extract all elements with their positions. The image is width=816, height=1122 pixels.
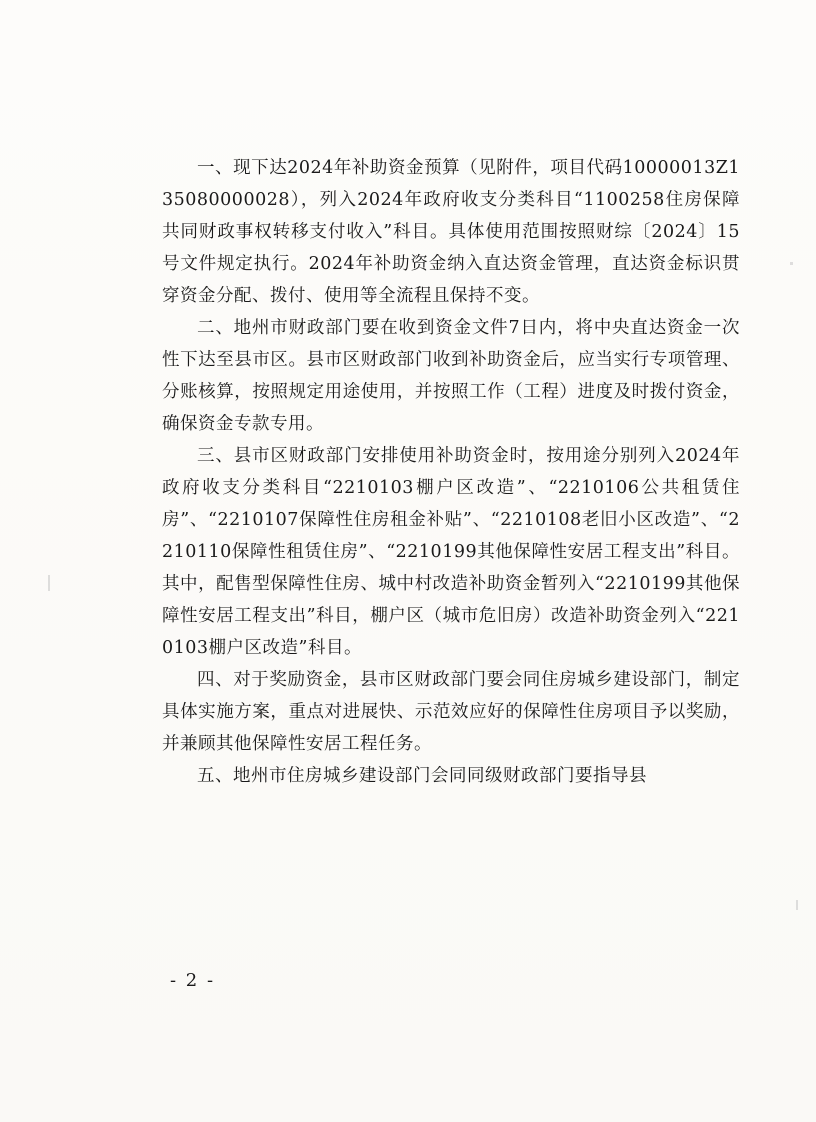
- scan-artifact: [48, 575, 50, 591]
- scan-artifact: [790, 262, 793, 265]
- scan-artifact: [796, 900, 798, 910]
- paragraph-2: 二、地州市财政部门要在收到资金文件7日内，将中央直达资金一次性下达至县市区。县市区财政部门收到补助资金后，应当实行专项管理、分账核算，按照规定用途使用，并按照工作（工程）进度及时拨付资金，确保资金专款专用。: [162, 318, 740, 434]
- paragraph-1: 一、现下达2024年补助资金预算（见附件，项目代码10000013Z135080000028），列入2024年政府收支分类科目“1100258住房保障共同财政事权转移支付收入”科目。具体使用范围按照财综〔2024〕15号文件规定执行。2024年补助资金纳入直达资金管理，直达资金标识贯穿资金分配、拨付、使用等全流程且保持不变。: [162, 158, 740, 306]
- paragraph-3: 三、县市区财政部门安排使用补助资金时，按用途分别列入2024年政府收支分类科目“2210103棚户区改造”、“2210106公共租赁住房”、“2210107保障性住房租金补贴”、“2210108老旧小区改造”、“2210110保障性租赁住房”、“2210199其他保障性安居工程支出”科目。其中，配售型保障性住房、城中村改造补助资金暂列入“2210199其他保障性安居工程支出”科目，棚户区（城市危旧房）改造补助资金列入“2210103棚户区改造”科目。: [162, 446, 740, 658]
- document-body: [162, 152, 740, 792]
- paragraph-4: 四、对于奖励资金，县市区财政部门要会同住房城乡建设部门，制定具体实施方案，重点对进展快、示范效应好的保障性住房项目予以奖励，并兼顾其他保障性安居工程任务。: [162, 670, 740, 754]
- paragraph-5: 五、地州市住房城乡建设部门会同同级财政部门要指导县: [197, 766, 647, 786]
- page-number: - 2 -: [170, 970, 216, 991]
